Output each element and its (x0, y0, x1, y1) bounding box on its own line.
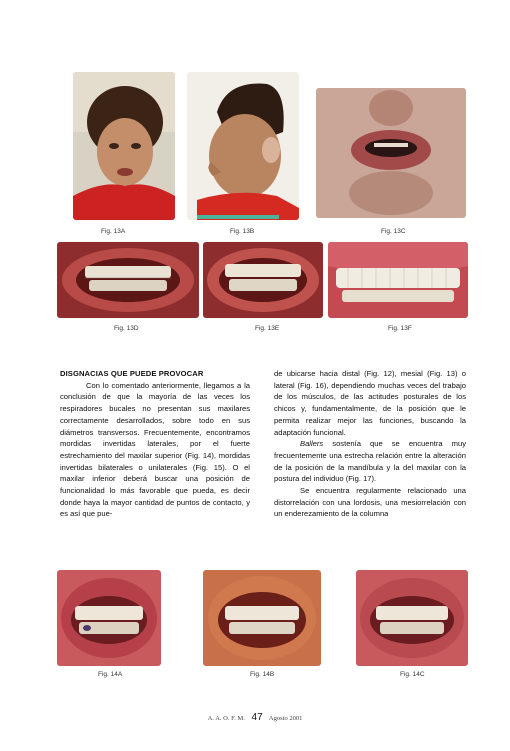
issue-date: Agosto 2001 (268, 715, 303, 722)
figure-13a-photo (73, 72, 175, 220)
figure-caption: Fig. 14C (400, 671, 425, 678)
figure-caption: Fig. 14B (250, 671, 275, 678)
figure-13e-photo (203, 242, 323, 318)
figure-caption: Fig. 14A (98, 671, 123, 678)
figure-caption: Fig. 13D (114, 325, 139, 332)
figure-caption: Fig. 13F (388, 325, 412, 332)
figure-13f-photo (328, 242, 468, 318)
body-paragraph: Con lo comentado anteriormente, llegamos a la conclusión de que la mayoría de las veces los respiradores bucales no presentan sus maxilares correctamente desarrollados, sobre todo en sus diámetros transversos. Frecuentemente, encontramos mordidas invertidas laterales, por el fuerte estrechamiento del maxilar superior (Fig. 14), mordidas invertidas bilaterales o unilaterales (Fig. 15). O el maxilar inferior deberá buscar una posición de funcionalidad lo más favorable que pueda, es decir donde haya la mayor cantidad de puntos de contacto, y es así que pue- (60, 380, 250, 519)
figure-caption: Fig. 13A (101, 228, 126, 235)
figure-caption: Fig. 13B (230, 228, 255, 235)
figure-13c-photo (316, 88, 466, 218)
body-paragraph (274, 438, 466, 485)
figure-14c-photo (356, 570, 468, 666)
left-text-column (60, 368, 250, 520)
journal-name: A. A. O. F. M. (207, 715, 245, 722)
figure-14b-photo (203, 570, 321, 666)
section-heading: DISGNACIAS QUE PUEDE PROVOCAR (60, 369, 204, 378)
page-footer (0, 712, 510, 723)
page-number: 47 (251, 712, 263, 723)
figure-14a-photo (57, 570, 161, 666)
author-name: Ballers (300, 439, 324, 449)
figure-caption: Fig. 13E (255, 325, 280, 332)
figure-caption: Fig. 13C (381, 228, 406, 235)
figure-13d-photo (57, 242, 199, 318)
body-text: sostenía que se encuentra muy frecuentemente una estrecha relación entre la alteración de la posición de la mandíbula y la del maxilar con la postura del individuo (Fig. 17). (274, 439, 466, 484)
right-text-column (274, 368, 466, 520)
body-paragraph: Se encuentra regularmente relacionado una distorrelación con una lordosis, una mesiorrelación con un enderezamiento de la columna (274, 486, 466, 519)
figure-13b-photo (187, 72, 299, 220)
body-paragraph: de ubicarse hacia distal (Fig. 12), mesial (Fig. 13) o lateral (Fig. 16), dependiendo muchas veces del trabajo de los músculos, de las actitudes posturales de los chicos y, fundamentalmente, de la posición que le permita realizar mejor las funciones, buscando la adaptación funcional. (274, 369, 466, 437)
